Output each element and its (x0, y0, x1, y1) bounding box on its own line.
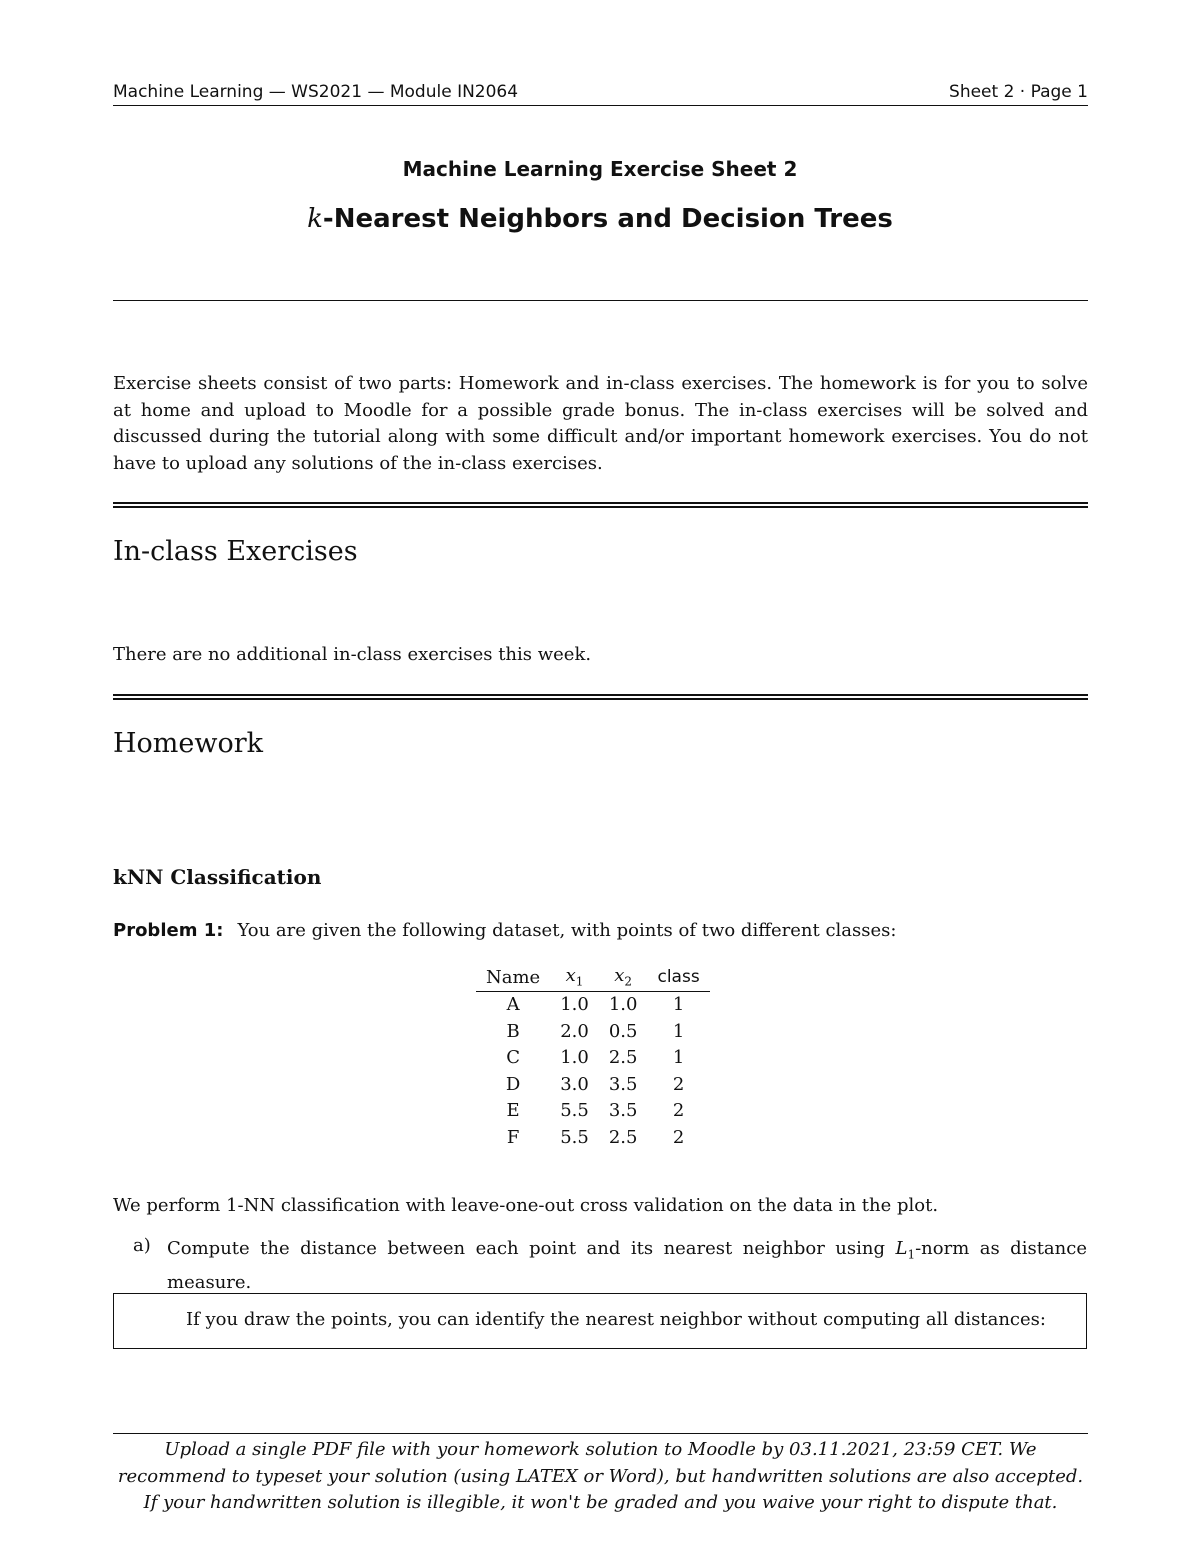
cell-x2: 1.0 (608, 994, 638, 1016)
homework-heading: Homework (113, 728, 264, 759)
cell-class: 1 (672, 1047, 685, 1069)
cell-x1: 2.0 (560, 1020, 589, 1042)
header-class: class (647, 964, 709, 991)
cell-x1: 5.5 (560, 1100, 589, 1122)
header-x2: $x_2$ (599, 964, 648, 991)
sheet-title: Machine Learning Exercise Sheet 2 (402, 157, 798, 181)
footer-note (113, 1437, 1088, 1517)
cell-x2: 2.5 (608, 1126, 638, 1148)
table-row (476, 1124, 710, 1151)
header-rule (113, 105, 1088, 106)
problem-text: You are given the following dataset, with points of two different classes: (237, 920, 897, 941)
footer-line: Upload a single PDF file with your homework solution to Moodle by 03.11.2021, 23:59 CET. We (164, 1439, 1037, 1460)
footer-rule (113, 1433, 1088, 1434)
table-header-row (476, 964, 710, 991)
problem-label: Problem 1: (113, 920, 224, 941)
cell-class: 1 (672, 1020, 685, 1042)
cell-x1: 1.0 (560, 1047, 589, 1069)
subtitle-k-variable: k (307, 204, 323, 234)
cell-name: C (506, 1047, 520, 1069)
hint-box (113, 1293, 1087, 1349)
cell-x1: 3.0 (560, 1073, 589, 1095)
item-a-marker: a) (133, 1235, 151, 1256)
cell-name: E (506, 1100, 520, 1122)
hint-text: If you draw the points, you can identify the nearest neighbor without computing all distances: (186, 1309, 1046, 1330)
cell-x2: 2.5 (608, 1047, 638, 1069)
cell-name: F (506, 1126, 520, 1148)
section-double-rule (113, 502, 1088, 508)
task-description: We perform 1-NN classification with leave-one-out cross validation on the data in the plot. (113, 1195, 939, 1216)
cell-class: 2 (672, 1126, 685, 1148)
table-row (476, 1071, 710, 1098)
cell-name: A (506, 994, 520, 1016)
table-row (476, 991, 710, 1018)
knn-subheading: kNN Classification (113, 865, 322, 889)
inclass-heading: In-class Exercises (113, 536, 358, 567)
footer-line: If your handwritten solution is illegible, it won't be graded and you waive your right to dispute that. (143, 1492, 1058, 1513)
problem-statement (113, 920, 896, 941)
title-rule (113, 300, 1088, 301)
item-a-text: Compute the distance between each point and its nearest neighbor using $L_1$-norm as distance measure. (167, 1238, 1087, 1293)
table-row (476, 1098, 710, 1125)
cell-x1: 5.5 (560, 1126, 589, 1148)
cell-x2: 3.5 (608, 1073, 638, 1095)
inclass-text: There are no additional in-class exercises this week. (113, 644, 592, 665)
cell-class: 1 (672, 994, 685, 1016)
table-row (476, 1018, 710, 1045)
header-x1: $x_1$ (550, 964, 599, 991)
footer-line: recommend to typeset your solution (using LATEX or Word), but handwritten solutions are also accepted. (117, 1465, 1084, 1487)
header-page-info: Sheet 2 · Page 1 (949, 82, 1088, 102)
dataset-table (476, 964, 710, 1151)
section-double-rule (113, 694, 1088, 700)
cell-class: 2 (672, 1100, 685, 1122)
cell-x2: 3.5 (608, 1100, 638, 1122)
cell-name: D (505, 1073, 521, 1095)
table-row (476, 1045, 710, 1072)
intro-paragraph: Exercise sheets consist of two parts: Homework and in-class exercises. The homework is for you to solve at home and upload to Moodle for a possible grade bonus. The in-class exercises will be solved and discussed during the tutorial along with some difficult and/or important homework exercises. You do not have to upload any solutions of the in-class exercises. (113, 373, 1088, 474)
header-name: Name (476, 964, 550, 991)
cell-x1: 1.0 (560, 994, 589, 1016)
cell-name: B (506, 1020, 520, 1042)
cell-x2: 0.5 (608, 1020, 638, 1042)
subtitle-text: -Nearest Neighbors and Decision Trees (322, 204, 893, 234)
cell-class: 2 (672, 1073, 685, 1095)
sheet-subtitle (0, 204, 1200, 234)
header-course-info: Machine Learning — WS2021 — Module IN2064 (113, 82, 519, 102)
